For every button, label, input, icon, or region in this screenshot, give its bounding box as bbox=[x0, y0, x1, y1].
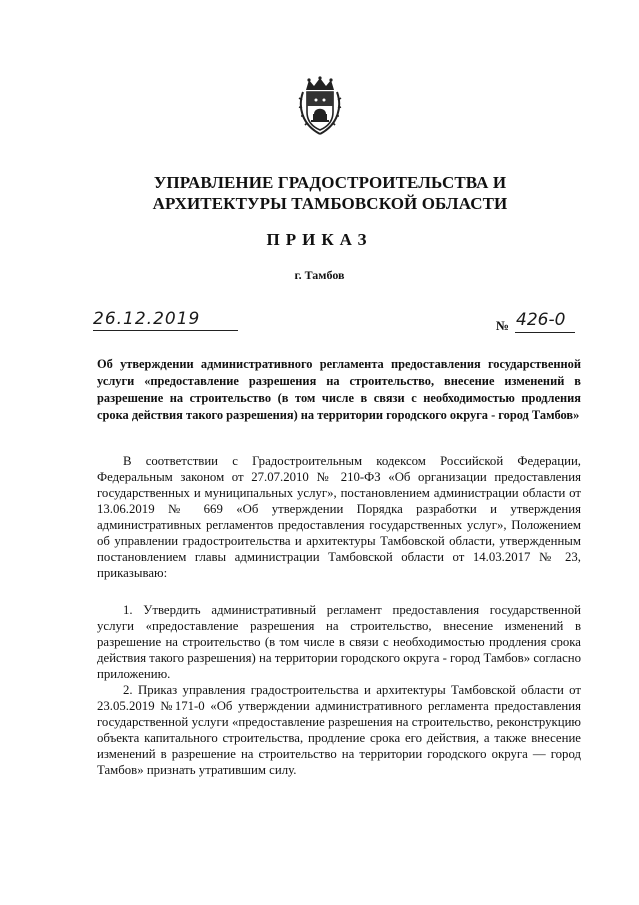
organization-title: УПРАВЛЕНИЕ ГРАДОСТРОИТЕЛЬСТВА И АРХИТЕКТУРЫ ТАМБОВСКОЙ ОБЛАСТИ bbox=[152, 173, 508, 213]
date-underline bbox=[93, 330, 238, 331]
order-number-label: № bbox=[496, 318, 510, 333]
number-underline bbox=[515, 332, 575, 333]
preamble-paragraph: В соответствии с Градостроительным кодексом Российской Федерации, Федеральным законом от 27.07.2010 № 210-ФЗ «Об организации предоставления государственных и муниципальных услуг», постановлением администрации области от 13.06.2019 № 669 «Об утверждении Порядка разработки и утверждения административных регламентов предоставления государственных услуг», Положением об управлении градостроительства и архитектуры Тамбовской области, утвержденным постановлением главы администрации Тамбовской области от 14.03.2017 № 23, приказываю: bbox=[97, 454, 581, 580]
handwritten-order-number: 426-0 bbox=[516, 310, 566, 330]
tambov-coat-of-arms-icon bbox=[297, 76, 343, 136]
document-type-heading: ПРИКАЗ bbox=[266, 230, 373, 249]
city-label: г. Тамбов bbox=[294, 268, 345, 282]
handwritten-date: 26.12.2019 bbox=[93, 309, 201, 329]
clause-2-paragraph: 2. Приказ управления градостроительства и архитектуры Тамбовской области от 23.05.2019 №171-0 «Об утверждении административного регламента предоставления государственной услуги «предоставление разрешения на строительство, реконструкцию объекта капитального строительства, продление срока его действия, а также внесение изменений в разрешение на строительство на территории городского округа — город Тамбов» признать утратившим силу. bbox=[97, 683, 581, 777]
clause-1-paragraph: 1. Утвердить административный регламент предоставления государственной услуги «предоставление разрешения на строительство, внесение изменений в разрешение на строительство (в том числе в связи с необходимостью продления срока действия такого разрешения) на территории городского округа - город Тамбов» согласно приложению. bbox=[97, 603, 581, 681]
order-subject: Об утверждении административного регламента предоставления государственной услуги «предоставление разрешения на строительство, внесение изменений в разрешение на строительство (в том числе в связи с необходимостью продления срока действия такого разрешения) на территории городского округа - город Тамбов» bbox=[97, 357, 581, 422]
